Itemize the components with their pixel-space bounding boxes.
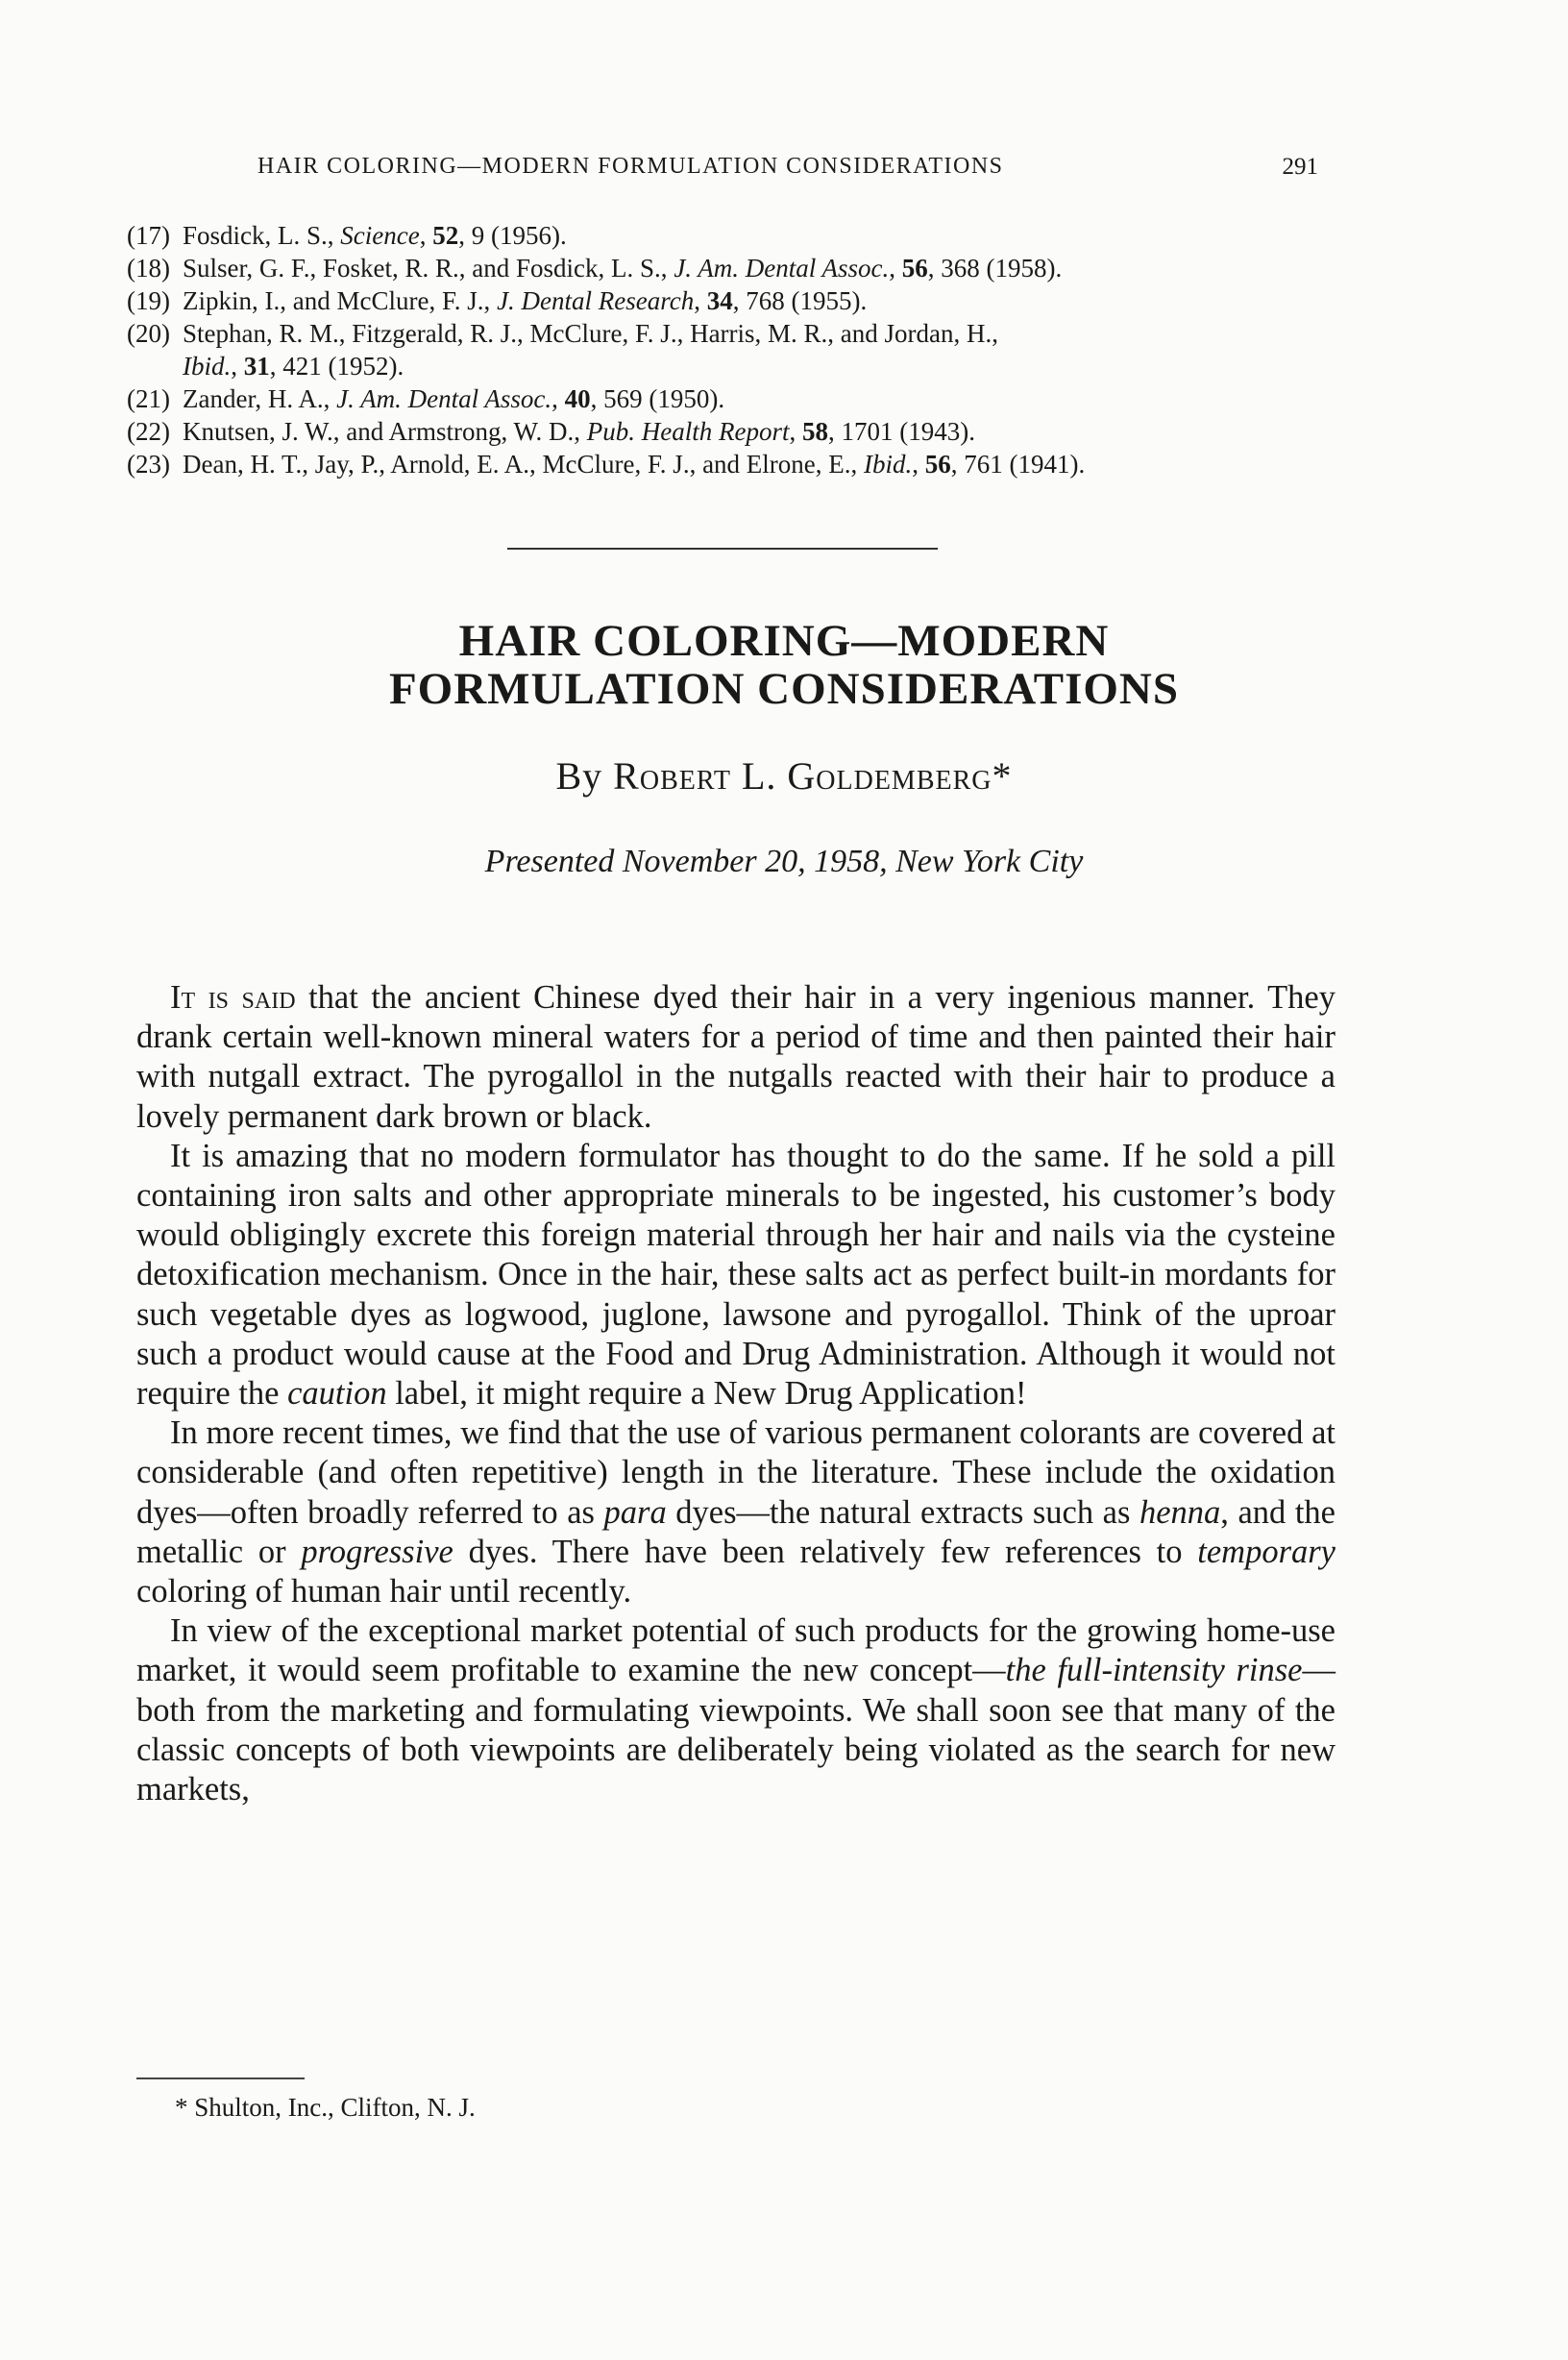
emphasis-temporary: temporary [1197, 1533, 1335, 1570]
byline [0, 753, 1568, 799]
reference-list [127, 219, 1376, 480]
reference-rest: , 368 (1958). [927, 254, 1063, 283]
reference-number: (18) [127, 254, 170, 283]
paragraph-text: coloring of human hair until recently. [136, 1573, 632, 1610]
reference-authors: Zander, H. A., [183, 384, 337, 413]
reference-authors: Fosdick, L. S., [183, 221, 341, 250]
paragraph-text: label, it might require a New Drug Application! [386, 1375, 1027, 1413]
section-divider [507, 548, 938, 550]
presented-line: Presented November 20, 1958, New York City [484, 844, 1084, 879]
reference-number: (19) [127, 286, 170, 315]
footnote-divider [136, 2077, 305, 2079]
author-name: Robert L. Goldemberg [613, 754, 992, 798]
byline-by: By [555, 754, 603, 798]
reference-volume: 56 [901, 254, 928, 283]
reference-rest: , 9 (1956). [458, 221, 567, 250]
author-footnote-mark: * [992, 754, 1013, 798]
article-title [0, 617, 1568, 713]
reference-item: (17) Fosdick, L. S., Science, 52, 9 (1956). [127, 221, 567, 250]
paragraph-4 [136, 1611, 1335, 1809]
reference-journal: J. Am. Dental Assoc. [674, 254, 890, 283]
reference-volume: 52 [432, 221, 459, 250]
reference-item [127, 317, 1376, 382]
reference-rest: , 761 (1941). [950, 450, 1086, 479]
reference-item: (18) Sulser, G. F., Fosket, R. R., and Fosdick, L. S., J. Am. Dental Assoc., 56, 368 (1958). [127, 254, 1063, 283]
reference-volume: 40 [564, 384, 591, 413]
reference-volume: 58 [802, 417, 828, 446]
reference-rest: , 1701 (1943). [828, 417, 975, 446]
reference-number: (23) [127, 450, 170, 479]
paragraph-2 [136, 1137, 1335, 1414]
reference-number: (21) [127, 384, 170, 413]
reference-journal: Pub. Health Report [586, 417, 790, 446]
reference-volume: 56 [924, 450, 951, 479]
article-title-line-2: FORMULATION CONSIDERATIONS [388, 664, 1180, 714]
emphasis-progressive: progressive [301, 1533, 453, 1570]
emphasis-henna: henna [1139, 1493, 1221, 1531]
paragraph-text: that the ancient Chinese dyed their hair in a very ingenious manner. They drank certain well-known mineral waters for a period of time and then painted their hair with nutgall extract. The pyrogallol in the nutgalls reacted with their hair to produce a lovely permanent dark brown or black. [136, 979, 1335, 1135]
reference-journal: Ibid. [183, 352, 232, 381]
paragraph-lead-in: It is said [170, 979, 296, 1016]
reference-continuation: Ibid., 31, 421 (1952). [183, 352, 404, 381]
running-head [257, 154, 1318, 192]
paragraph-text: , and the metallic or [136, 1493, 1335, 1570]
footnote: * Shulton, Inc., Clifton, N. J. [175, 2093, 476, 2122]
article-title-line-1: HAIR COLORING—MODERN [458, 616, 1110, 666]
reference-authors: Dean, H. T., Jay, P., Arnold, E. A., McClure, F. J., and Elrone, E., [183, 450, 865, 479]
reference-item: (19) Zipkin, I., and McClure, F. J., J. Dental Research, 34, 768 (1955). [127, 286, 868, 315]
paragraph-text: dyes. There have been relatively few references to [453, 1533, 1198, 1570]
reference-rest: , 421 (1952). [269, 352, 404, 381]
reference-number: (20) [127, 319, 170, 348]
reference-number: (22) [127, 417, 170, 446]
reference-journal: Ibid. [864, 450, 913, 479]
paragraph-text: In more recent times, we find that the use of various permanent colorants are covered at considerable (and often repetitive) length in the literature. These include the oxidation dyes—often broadly referred to as [136, 1414, 1335, 1531]
reference-number: (17) [127, 221, 170, 250]
paragraph-3 [136, 1414, 1335, 1611]
running-title: HAIR COLORING—MODERN FORMULATION CONSIDERATIONS [257, 154, 1004, 179]
reference-authors: Stephan, R. M., Fitzgerald, R. J., McClure, F. J., Harris, M. R., and Jordan, H., [183, 319, 999, 348]
reference-authors: Knutsen, J. W., and Armstrong, W. D., [183, 417, 587, 446]
emphasis-para: para [603, 1493, 667, 1531]
reference-authors: Sulser, G. F., Fosket, R. R., and Fosdick, L. S., [183, 254, 674, 283]
emphasis-concept: the full-intensity rinse [1005, 1652, 1303, 1689]
reference-item: (23) Dean, H. T., Jay, P., Arnold, E. A., McClure, F. J., and Elrone, E., Ibid., 56, 761 (1941). [127, 450, 1086, 479]
reference-authors: Zipkin, I., and McClure, F. J., [183, 286, 498, 315]
paragraph-text: dyes—the natural extracts such as [666, 1493, 1139, 1531]
paragraph-text: In view of the exceptional market potential of such products for the growing home-use market, it would seem profitable to examine the new concept— [136, 1612, 1335, 1689]
paragraph-text: It is amazing that no modern formulator has thought to do the same. If he sold a pill containing iron salts and other appropriate minerals to be ingested, his customer’s body would obligingly excrete this foreign material through her hair and nails via the cysteine detoxification mechanism. Once in the hair, these salts act as perfect built-in mordants for such vegetable dyes as logwood, juglone, lawsone and pyrogallol. Think of the uproar such a product would cause at the Food and Drug Administration. Although it would not require the [136, 1137, 1335, 1413]
reference-volume: 31 [243, 352, 270, 381]
reference-rest: , 768 (1955). [732, 286, 868, 315]
page-number: 291 [1282, 154, 1318, 180]
reference-journal: J. Am. Dental Assoc. [336, 384, 552, 413]
emphasis-caution: caution [287, 1375, 387, 1413]
article-body [136, 978, 1335, 1809]
reference-rest: , 569 (1950). [590, 384, 725, 413]
paragraph-1 [136, 978, 1335, 1137]
reference-item: (22) Knutsen, J. W., and Armstrong, W. D., Pub. Health Report, 58, 1701 (1943). [127, 417, 975, 446]
reference-journal: Science [340, 221, 420, 250]
reference-journal: J. Dental Research [497, 286, 695, 315]
reference-volume: 34 [706, 286, 733, 315]
paragraph-text: —both from the marketing and formulating viewpoints. We shall soon see that many of the classic concepts of both viewpoints are deliberately being violated as the search for new markets, [136, 1652, 1335, 1808]
reference-item: (21) Zander, H. A., J. Am. Dental Assoc., 40, 569 (1950). [127, 384, 725, 413]
